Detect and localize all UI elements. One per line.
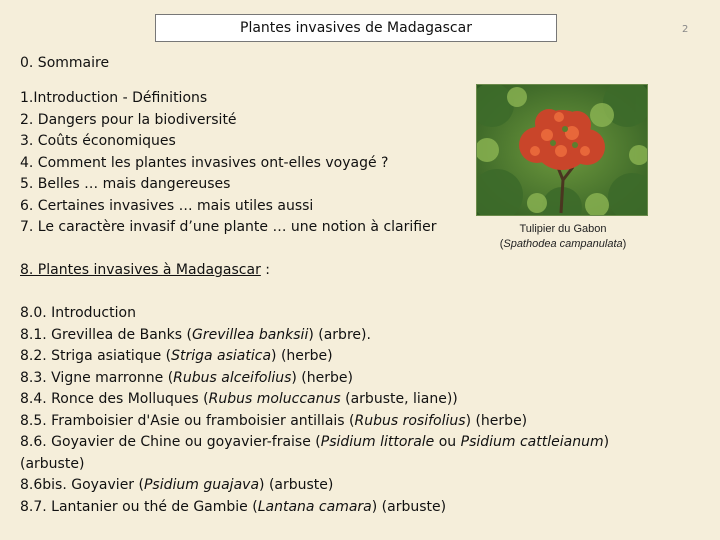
sommaire-heading: 0. Sommaire [20,55,110,71]
item-text: ) (herbe) [271,348,333,364]
item-text: (arbuste, liane)) [340,391,458,407]
list-item [20,432,680,454]
tree-image [477,85,647,215]
toc-item: 5. Belles … mais dangereuses [20,176,231,192]
list-item [20,325,680,347]
toc-item: 6. Certaines invasives … mais utiles aussi [20,197,314,214]
item-text: 8.3. Vigne marronne ( [20,369,174,386]
tulip-tree-photo [476,84,648,216]
item-latin: Striga asiatica [171,348,272,364]
item-latin: Rubus moluccanus [208,391,341,407]
item-text: ou [434,434,461,450]
item-latin: Psidium guajava [143,477,260,493]
item-text: 8.0. Introduction [20,305,136,321]
list-item [20,411,680,433]
item-text: ) [603,434,610,450]
item-text: 8.6bis. Goyavier ( [20,477,144,493]
toc-item: 4. Comment les plantes invasives ont-elles voyagé ? [20,154,389,171]
item-text: 8.7. Lantanier ou thé de Gambie ( [20,498,258,515]
item-latin: Rubus alceifolius [173,369,292,386]
item-text: ) (herbe) [291,369,353,386]
item-text: 8.1. Grevillea de Banks ( [20,326,192,343]
item-latin: Lantana camara [257,498,372,515]
toc-item: 2. Dangers pour la biodiversité [20,111,237,128]
list-item [20,454,680,476]
item-text: ) (arbre). [308,326,371,343]
list-item [20,346,680,368]
toc-item: 7. Le caractère invasif d’une plante … une notion à clarifier [20,219,437,235]
item-text: 8.5. Framboisier d'Asie ou framboisier antillais ( [20,412,355,429]
section8-list [20,303,680,518]
section8-heading-line [20,262,270,278]
slide-title-box [155,14,557,42]
section8-heading-suffix: : [260,262,271,278]
item-text: 8.6. Goyavier de Chine ou goyavier-fraise ( [20,434,321,450]
table-of-contents [20,88,436,239]
item-text: 8.4. Ronce des Molluques ( [20,391,209,407]
toc-item: 3. Coûts économiques [20,133,176,149]
item-text: 8.2. Striga asiatique ( [20,348,172,364]
item-latin: Psidium cattleianum [460,434,604,450]
caption-close-paren: ) [622,238,627,250]
item-text: (arbuste) [20,455,85,472]
item-latin: Grevillea banksii [192,326,309,343]
caption-latin-line [488,237,638,252]
section8-heading: 8. Plantes invasives à Madagascar [20,262,261,278]
toc-item: 1.Introduction - Définitions [20,90,208,106]
slide-title: Plantes invasives de Madagascar [240,20,472,36]
caption-latin-name: Spathodea campanulata [503,238,623,250]
item-latin: Psidium littorale [320,434,435,450]
list-item [20,475,680,497]
item-text: ) (herbe) [465,412,528,429]
list-item [20,389,680,411]
item-latin: Rubus rosifolius [354,412,466,429]
list-item [20,497,680,519]
caption-open-paren: ( [499,238,504,250]
item-text: ) (arbuste) [371,498,447,515]
list-item [20,303,680,325]
photo-caption [488,222,638,252]
page-number: 2 [682,24,689,35]
caption-common-name: Tulipier du Gabon [519,223,607,235]
item-text: ) (arbuste) [259,477,334,493]
list-item [20,368,680,390]
